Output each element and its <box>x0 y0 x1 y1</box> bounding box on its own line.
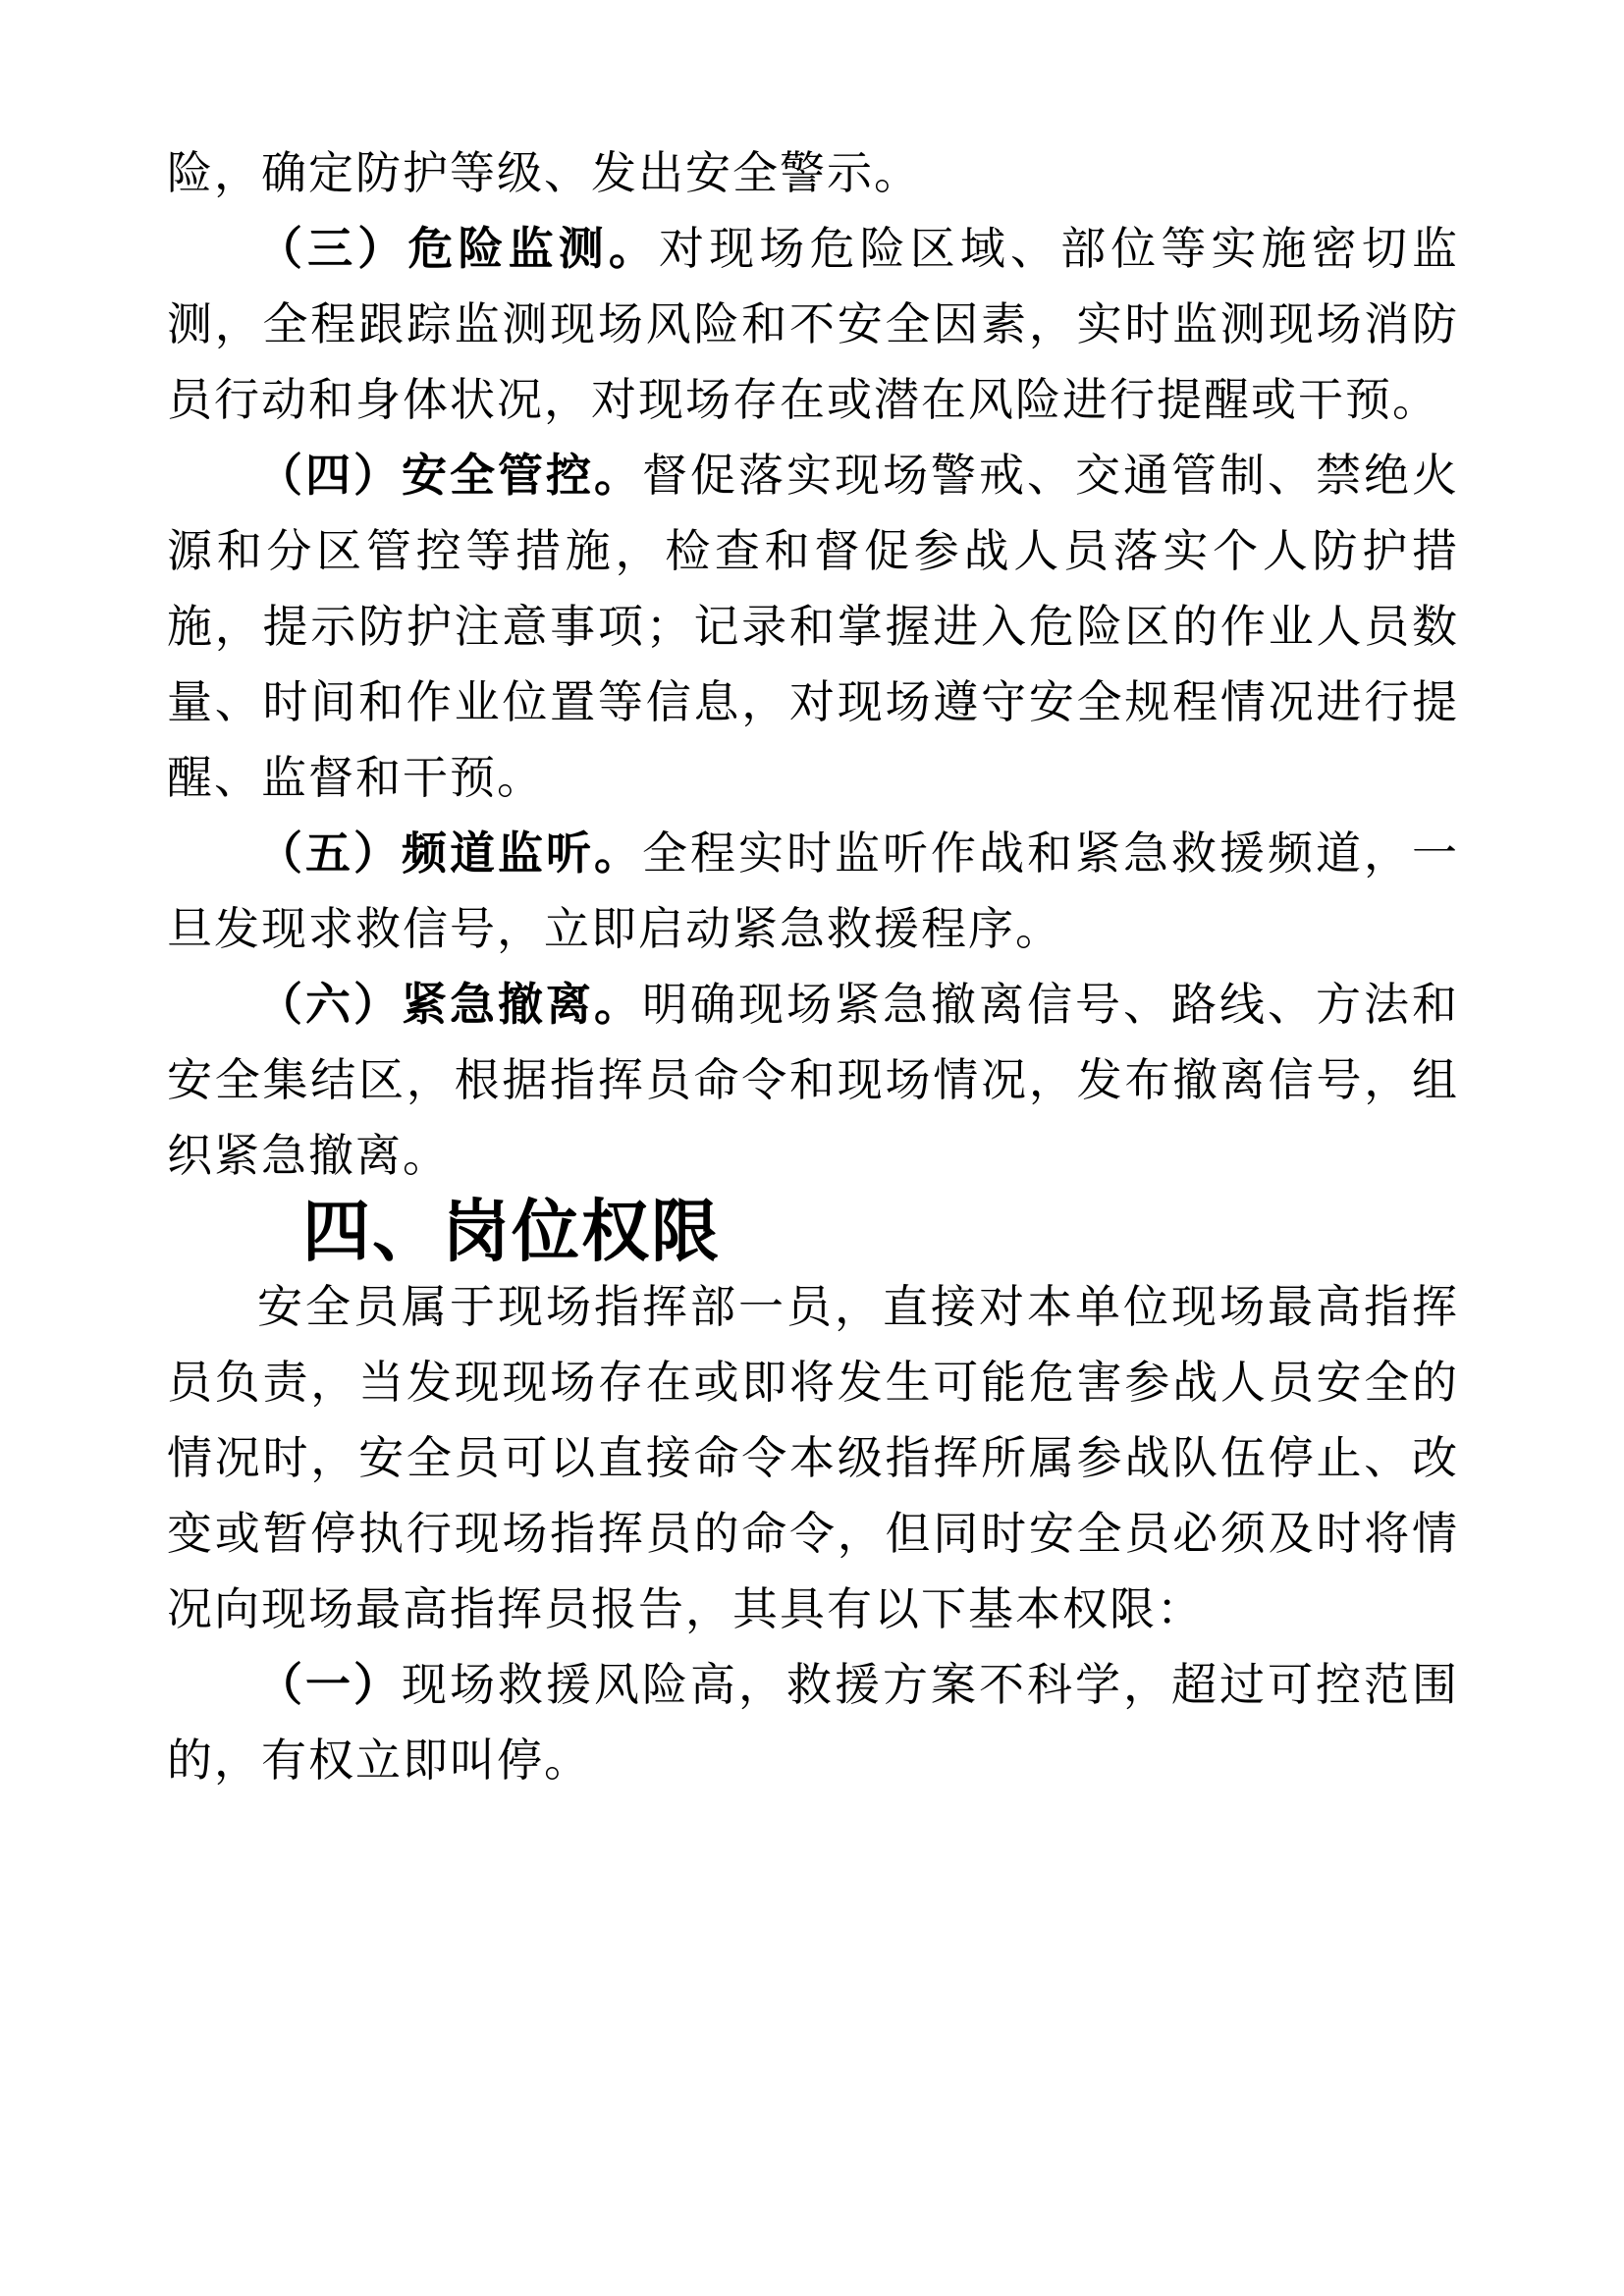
paragraph-lead: （一） <box>257 1660 402 1710</box>
section-heading-text: 四、岗位权限 <box>302 1194 721 1269</box>
paragraph <box>167 211 1459 438</box>
paragraph <box>167 438 1459 816</box>
paragraph-text: 安全员属于现场指挥部一员，直接对本单位现场最高指挥员负责，当发现现场存在或即将发生可能危害参战人员安全的情况时，安全员可以直接命令本级指挥所属参战队伍停止、改变或暂停执行现场指挥员的命令，但同时安全员必须及时将情况向现场最高指挥员报告，其具有以下基本权限： <box>167 1282 1459 1634</box>
section-heading <box>167 1194 1459 1269</box>
paragraph-text: 明确现场紧急撤离信号、路线、方法和安全集结区，根据指挥员命令和现场情况，发布撤离信号，组织紧急撤离。 <box>167 980 1459 1181</box>
paragraph <box>167 967 1459 1194</box>
paragraph-lead: （五）频道监听。 <box>257 828 642 879</box>
paragraph <box>167 816 1459 967</box>
document-content <box>167 135 1459 1798</box>
paragraph-text: 现场救援风险高，救援方案不科学，超过可控范围的，有权立即叫停。 <box>167 1660 1459 1786</box>
paragraph-lead: （四）安全管控。 <box>257 451 642 501</box>
paragraph-text: 对现场危险区域、部位等实施密切监测，全程跟踪监测现场风险和不安全因素，实时监测现场消防员行动和身体状况，对现场存在或潜在风险进行提醒或干预。 <box>167 224 1460 425</box>
paragraph-text: 督促落实现场警戒、交通管制、禁绝火源和分区管控等措施，检查和督促参战人员落实个人防护措施，提示防护注意事项；记录和掌握进入危险区的作业人员数量、时间和作业位置等信息，对现场遵守安全规程情况进行提醒、监督和干预。 <box>167 451 1459 803</box>
paragraph-text: 全程实时监听作战和紧急救援频道，一旦发现求救信号，立即启动紧急救援程序。 <box>167 828 1459 954</box>
paragraph <box>167 1269 1459 1647</box>
paragraph-text: 险，确定防护等级、发出安全警示。 <box>167 148 921 198</box>
paragraph <box>167 1647 1459 1798</box>
paragraph <box>167 135 1459 211</box>
paragraph-lead: （六）紧急撤离。 <box>257 980 642 1030</box>
paragraph-lead: （三）危险监测。 <box>257 224 660 274</box>
